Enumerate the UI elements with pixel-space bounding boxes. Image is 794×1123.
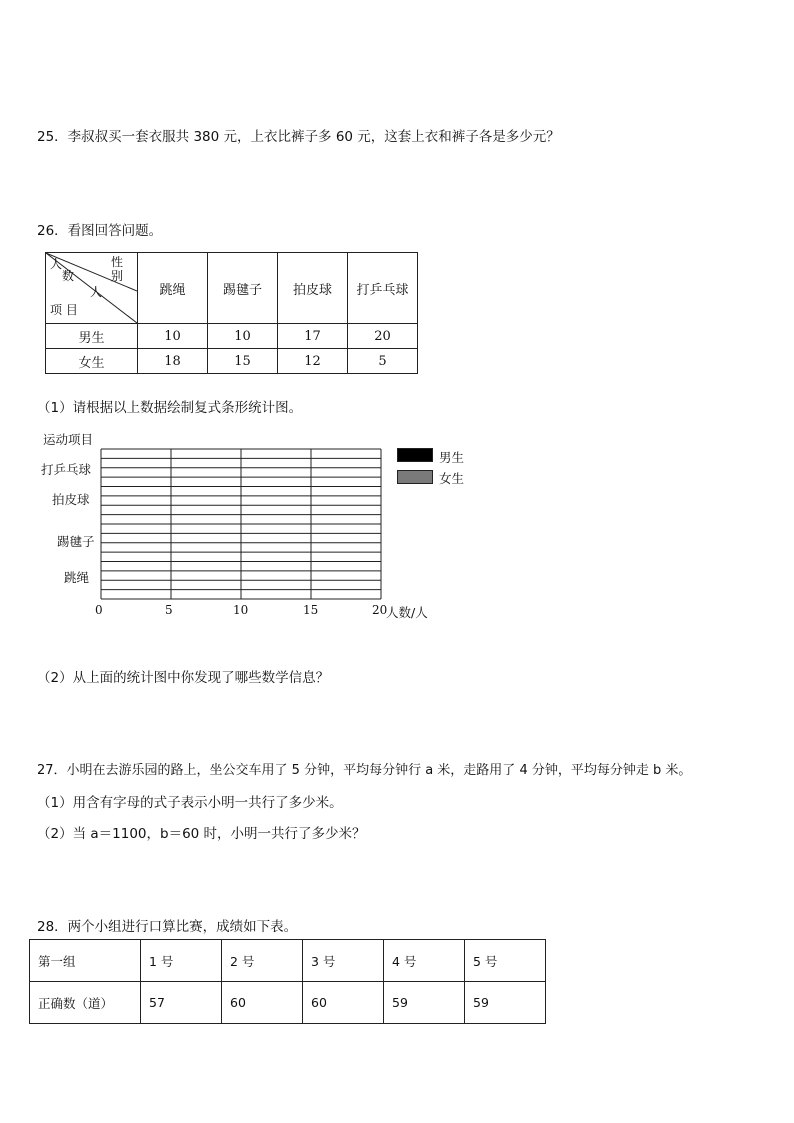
category-label: 打乒乓球 (41, 462, 92, 477)
table-cell: 10 (208, 324, 278, 349)
x-tick-label: 15 (303, 603, 319, 617)
table-cell: 20 (348, 324, 418, 349)
question-26-part-2: （2）从上面的统计图中你发现了哪些数学信息？ (37, 670, 330, 686)
question-27-part-2: （2）当 a＝1100，b＝60 时，小明一共行了多少米？ (37, 826, 366, 842)
column-header: 拍皮球 (278, 253, 348, 324)
column-header: 打乒乓球 (348, 253, 418, 324)
table-header-cell: 第一组 (30, 940, 141, 982)
category-label: 跳绳 (64, 570, 90, 585)
row-label: 女生 (46, 349, 138, 374)
table-cell: 17 (278, 324, 348, 349)
table-cell: 18 (138, 349, 208, 374)
x-tick-label: 5 (165, 603, 173, 617)
question-26-part-1: （1）请根据以上数据绘制复式条形统计图。 (37, 400, 303, 416)
table-cell: 12 (278, 349, 348, 374)
chart-grid (100, 448, 382, 600)
table-row (46, 324, 418, 349)
table-cell: 60 (303, 982, 384, 1024)
legend-label-boys: 男生 (439, 450, 465, 465)
x-tick-label: 10 (233, 603, 249, 617)
legend-swatch-boys (397, 448, 433, 462)
y-axis-title: 运动项目 (43, 432, 94, 447)
legend-swatch-girls (397, 470, 433, 484)
question-27: 27．小明在去游乐园的路上，坐公交车用了 5 分钟，平均每分钟行 a 米，走路用了 4 分钟，平均每分钟走 b 米。 (37, 763, 692, 778)
table-cell: 5 (348, 349, 418, 374)
table-row (30, 982, 546, 1024)
sports-table (45, 252, 418, 374)
table-corner-cell (46, 253, 138, 324)
table-cell: 57 (141, 982, 222, 1024)
table-cell: 60 (222, 982, 303, 1024)
scores-table (29, 939, 546, 1024)
table-cell: 10 (138, 324, 208, 349)
corner-label-item: 项 目 (50, 303, 78, 317)
table-row (30, 940, 546, 982)
table-header-cell: 2 号 (222, 940, 303, 982)
question-27-part-1: （1）用含有字母的式子表示小明一共行了多少米。 (37, 795, 343, 811)
table-header-cell: 4 号 (384, 940, 465, 982)
category-label: 拍皮球 (52, 492, 90, 507)
corner-label-b: 数 (62, 269, 75, 283)
x-tick-label: 20 (372, 603, 388, 617)
category-label: 踢毽子 (57, 534, 95, 549)
row-label: 正确数（道） (30, 982, 141, 1024)
row-label: 男生 (46, 324, 138, 349)
corner-label-gender: 性别 (110, 255, 123, 283)
corner-label-c: 人 (50, 257, 63, 271)
corner-label-a: 人 (90, 285, 103, 299)
table-header-cell: 3 号 (303, 940, 384, 982)
table-cell: 59 (384, 982, 465, 1024)
table-row (46, 349, 418, 374)
table-cell: 59 (465, 982, 546, 1024)
legend-label-girls: 女生 (439, 471, 465, 486)
question-25: 25．李叔叔买一套衣服共 380 元，上衣比裤子多 60 元，这套上衣和裤子各是多少元？ (37, 129, 560, 145)
question-26: 26．看图回答问题。 (37, 223, 163, 239)
table-header-cell: 1 号 (141, 940, 222, 982)
x-tick-label: 0 (95, 603, 103, 617)
column-header: 跳绳 (138, 253, 208, 324)
table-cell: 15 (208, 349, 278, 374)
question-28: 28．两个小组进行口算比赛，成绩如下表。 (37, 919, 298, 935)
table-header-cell: 5 号 (465, 940, 546, 982)
column-header: 踢毽子 (208, 253, 278, 324)
x-axis-title: 人数/人 (386, 605, 428, 620)
